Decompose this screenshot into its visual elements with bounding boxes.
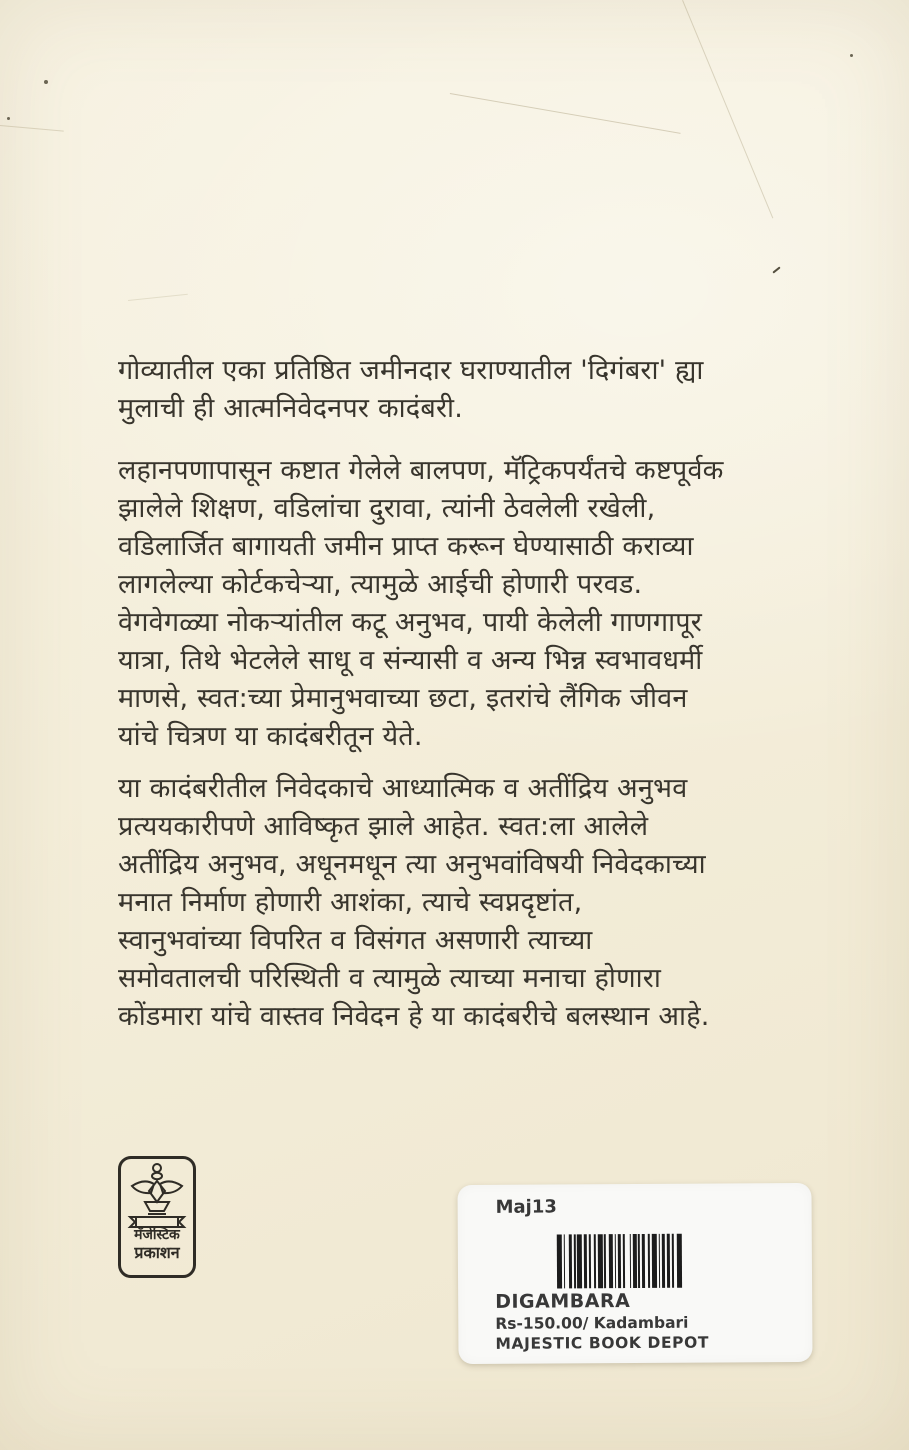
sticker-vendor: MAJESTIC BOOK DEPOT bbox=[495, 1333, 710, 1353]
paper-speck bbox=[44, 80, 48, 84]
blurb-line: मनात निर्माण होणारी आशंका, त्याचे स्वप्नदृष्टांत, bbox=[118, 887, 583, 918]
paper-speck bbox=[772, 266, 780, 273]
barcode bbox=[557, 1234, 687, 1289]
publisher-logo bbox=[118, 1156, 196, 1278]
blurb-paragraph-2 bbox=[118, 452, 778, 756]
blurb-line: माणसे, स्वत:च्या प्रेमानुभवाच्या छटा, इतरांचे लैंगिक जीवन bbox=[118, 683, 688, 714]
blurb-line: वेगवेगळ्या नोकऱ्यांतील कटू अनुभव, पायी केलेली गाणगापूर bbox=[118, 607, 703, 638]
blurb-line: स्वानुभवांच्या विपरित व विसंगत असणारी त्याच्या bbox=[118, 925, 593, 956]
blurb-line: झालेले शिक्षण, वडिलांचा दुरावा, त्यांनी ठेवलेली रखेली, bbox=[118, 493, 656, 524]
sticker-price-line: Rs-150.00/ Kadambari bbox=[495, 1313, 689, 1333]
blurb-paragraph-3 bbox=[118, 770, 778, 1036]
paper-crease bbox=[0, 125, 64, 132]
blurb-line: मुलाची ही आत्मनिवेदनपर कादंबरी. bbox=[118, 393, 463, 424]
blurb-line: यात्रा, तिथे भेटलेले साधू व संन्यासी व अन्य भिन्न स्वभावधर्मी bbox=[118, 645, 703, 676]
blurb-line: समोवतालची परिस्थिती व त्यामुळे त्याच्या मनाचा होणारा bbox=[118, 963, 662, 994]
blurb-line: लागलेल्या कोर्टकचेऱ्या, त्यामुळे आईची होणारी परवड. bbox=[118, 569, 643, 600]
price-sticker bbox=[457, 1183, 812, 1364]
paper-speck bbox=[850, 54, 853, 57]
paper-crease bbox=[682, 0, 773, 218]
blurb-line: कोंडमारा यांचे वास्तव निवेदन हे या कादंबरीचे बलस्थान आहे. bbox=[118, 1001, 710, 1032]
blurb-line: प्रत्ययकारीपणे आविष्कृत झाले आहेत. स्वत:ला आलेले bbox=[118, 811, 649, 842]
blurb-line: यांचे चित्रण या कादंबरीतून येते. bbox=[118, 721, 423, 752]
paper-crease bbox=[450, 93, 681, 134]
sticker-book-title: DIGAMBARA bbox=[495, 1290, 631, 1313]
sticker-code: Maj13 bbox=[495, 1196, 557, 1218]
paper-crease bbox=[128, 294, 188, 301]
blurb-line: वडिलार्जित बागायती जमीन प्राप्त करून घेण्यासाठी कराव्या bbox=[118, 531, 694, 562]
blurb-line: या कादंबरीतील निवेदकाचे आध्यात्मिक व अतींद्रिय अनुभव bbox=[118, 773, 688, 804]
blurb-line: लहानपणापासून कष्टात गेलेले बालपण, मॅट्रिकपर्यंतचे कष्टपूर्वक bbox=[118, 455, 724, 486]
oil-lamp-icon bbox=[124, 1162, 190, 1228]
blurb-line: अतींद्रिय अनुभव, अधूनमधून त्या अनुभवांविषयी निवेदकाच्या bbox=[118, 849, 706, 880]
publisher-name-line1: मॅजेस्टिक bbox=[134, 1227, 180, 1243]
blurb-line: गोव्यातील एका प्रतिष्ठित जमीनदार घराण्यातील 'दिगंबरा' ह्या bbox=[118, 355, 704, 386]
paper-speck bbox=[7, 117, 10, 120]
publisher-name-line2: प्रकाशन bbox=[134, 1242, 180, 1262]
blurb-paragraph-1 bbox=[118, 352, 778, 428]
